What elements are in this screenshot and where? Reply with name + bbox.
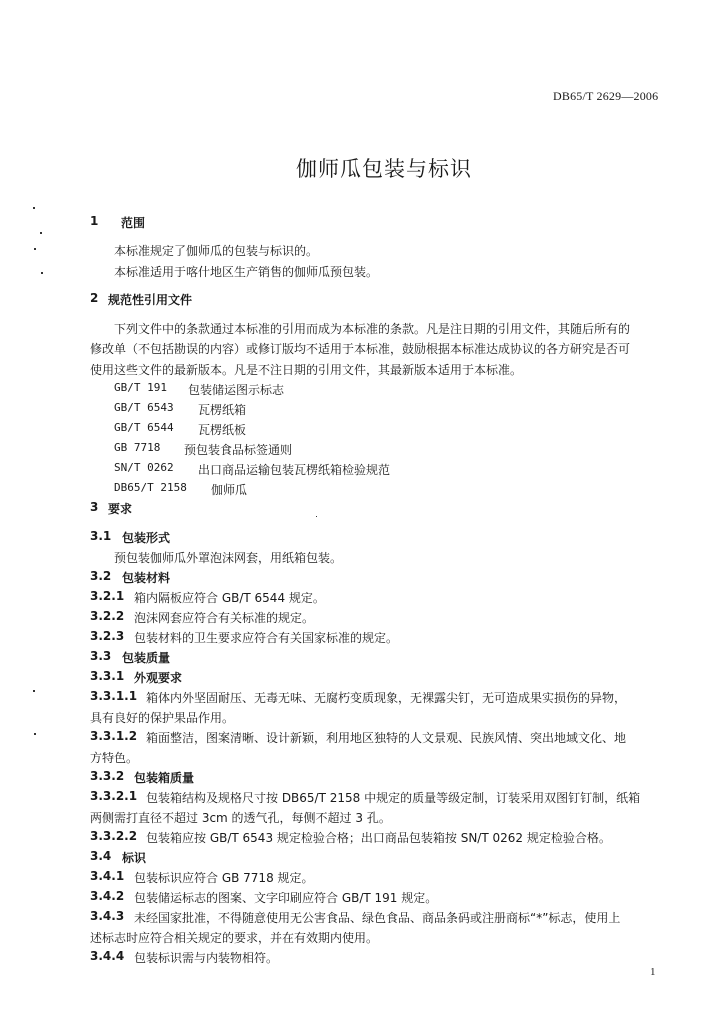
document-title: 伽师瓜包装与标识 [296, 157, 472, 181]
reference-name: 出口商品运输包装瓦楞纸箱检验规范 [198, 463, 391, 477]
clause-text: 箱体内外坚固耐压、无毒无味、无腐朽变质现象，无裸露尖钉，无可造成果实损伤的异物， [146, 691, 627, 705]
scan-speck [40, 232, 42, 234]
subsection-number: 3.2 [90, 569, 112, 583]
section-2-intro: 下列文件中的条款通过本标准的引用而成为本标准的条款。凡是注日期的引用文件，其随后所有的 [114, 322, 631, 336]
section-2-number: 2 [90, 291, 99, 305]
page-number: 1 [650, 966, 656, 978]
clause-text: 两侧需打直径不超过 3cm 的透气孔，每侧不超过 3 孔。 [90, 811, 391, 825]
reference-code: DB65/T 2158 [114, 481, 187, 494]
subsection-number: 3.1 [90, 529, 112, 543]
section-2-intro: 修改单（不包括勘误的内容）或修订版均不适用于本标准，鼓励根据本标准达成协议的各方研究是否可 [90, 342, 631, 356]
scan-speck [41, 272, 43, 274]
clause-text: 包装箱结构及规格尺寸按 DB65/T 2158 中规定的质量等级定制，订装采用双图钉钉制，纸箱 [146, 791, 641, 805]
clause-text: 未经国家批准，不得随意使用无公害食品、绿色食品、商品条码或注册商标“*”标志，使用上 [134, 911, 621, 925]
reference-name: 瓦楞纸板 [198, 423, 247, 437]
reference-code: GB/T 6544 [114, 421, 174, 434]
clause-text: 方特色。 [90, 751, 139, 765]
clause-number: 3.3.1.1 [90, 689, 138, 703]
clause-title: 外观要求 [134, 671, 183, 685]
clause-text: 包装储运标志的图案、文字印刷应符合 GB/T 191 规定。 [134, 891, 438, 905]
scan-speck [316, 516, 317, 517]
clause-number: 3.3.1.2 [90, 729, 138, 743]
clause-number: 3.4.1 [90, 869, 125, 883]
clause-number: 3.4.3 [90, 909, 125, 923]
clause-text: 述标志时应符合相关规定的要求，并在有效期内使用。 [90, 931, 379, 945]
clause-text: 箱内隔板应符合 GB/T 6544 规定。 [134, 591, 325, 605]
section-3-title: 要求 [108, 502, 133, 516]
clause-text: 具有良好的保护果品作用。 [90, 711, 235, 725]
reference-name: 包装储运图示标志 [188, 383, 285, 397]
clause-title: 包装箱质量 [134, 771, 195, 785]
reference-code: GB/T 6543 [114, 401, 174, 414]
clause-text: 包装标识需与内装物相符。 [134, 951, 279, 965]
section-1-paragraph: 本标准规定了伽师瓜的包装与标识的。 [114, 244, 319, 258]
subsection-title: 包装形式 [122, 531, 171, 545]
clause-text: 包装箱应按 GB/T 6543 规定检验合格；出口商品包装箱按 SN/T 0262 规定检验合格。 [146, 831, 611, 845]
clause-number: 3.4.2 [90, 889, 125, 903]
clause-number: 3.2.3 [90, 629, 125, 643]
subsection-number: 3.4 [90, 849, 112, 863]
clause-text: 箱面整洁，图案清晰、设计新颖，利用地区独特的人文景观、民族风情、突出地域文化、地 [146, 731, 627, 745]
clause-number: 3.2.2 [90, 609, 125, 623]
clause-text: 包装材料的卫生要求应符合有关国家标准的规定。 [134, 631, 399, 645]
scan-speck [34, 733, 36, 735]
clause-text: 泡沫网套应符合有关标准的规定。 [134, 611, 315, 625]
clause-number: 3.3.1 [90, 669, 125, 683]
section-1-number: 1 [90, 214, 99, 228]
subsection-title: 包装质量 [122, 651, 171, 665]
clause-number: 3.3.2.2 [90, 829, 138, 843]
section-1-paragraph: 本标准适用于喀什地区生产销售的伽师瓜预包装。 [114, 265, 379, 279]
clause-number: 3.4.4 [90, 949, 125, 963]
reference-name: 瓦楞纸箱 [198, 403, 247, 417]
section-1-title: 范围 [121, 216, 146, 230]
section-2-intro: 使用这些文件的最新版本。凡是不注日期的引用文件，其最新版本适用于本标准。 [90, 363, 523, 377]
reference-code: SN/T 0262 [114, 461, 174, 474]
subsection-title: 包装材料 [122, 571, 171, 585]
subsection-title: 标识 [122, 851, 147, 865]
scan-speck [33, 207, 35, 209]
section-2-title: 规范性引用文件 [108, 293, 193, 307]
standard-code: DB65/T 2629—2006 [553, 89, 659, 103]
reference-code: GB 7718 [114, 441, 161, 454]
reference-name: 伽师瓜 [211, 483, 248, 497]
clause-number: 3.3.2.1 [90, 789, 138, 803]
clause-text: 包装标识应符合 GB 7718 规定。 [134, 871, 314, 885]
reference-name: 预包装食品标签通则 [184, 443, 293, 457]
scan-speck [33, 690, 35, 692]
subsection-number: 3.3 [90, 649, 112, 663]
scan-speck [34, 248, 36, 250]
reference-code: GB/T 191 [114, 381, 167, 394]
clause-number: 3.2.1 [90, 589, 125, 603]
section-3-number: 3 [90, 500, 99, 514]
clause-number: 3.3.2 [90, 769, 125, 783]
paragraph: 预包装伽师瓜外罩泡沫网套，用纸箱包装。 [114, 551, 343, 565]
